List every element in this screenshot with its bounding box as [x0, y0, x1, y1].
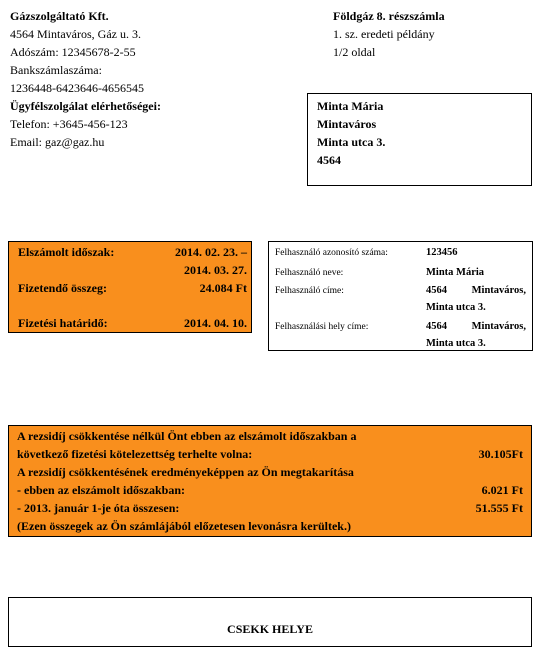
due-date-value: 2014. 04. 10. — [184, 316, 247, 330]
savings-value-without-reduction: 30.105Ft — [478, 447, 523, 461]
customer-address-label: Felhasználó címe: — [275, 286, 344, 296]
recipient-zip: 4564 — [317, 153, 341, 167]
savings-line-6 — [17, 519, 523, 537]
cheque-placeholder-box — [8, 597, 532, 647]
due-date-row — [18, 316, 247, 334]
recipient-city: Mintaváros — [317, 117, 377, 131]
consumption-site-city: Mintaváros, — [471, 321, 526, 332]
savings-line-4 — [17, 483, 523, 501]
billing-summary-box — [8, 241, 252, 333]
savings-value-period: 6.021 Ft — [481, 483, 523, 497]
invoice-copy-note: 1. sz. eredeti példány — [333, 27, 435, 41]
supplier-bank-label: Bankszámlaszáma: — [10, 63, 102, 77]
supplier-name: Gázszolgáltató Kft. — [10, 9, 109, 23]
invoice-title: Földgáz 8. részszámla — [333, 9, 445, 23]
savings-value-total: 51.555 Ft — [475, 501, 523, 515]
recipient-street: Minta utca 3. — [317, 135, 386, 149]
customer-name-value: Minta Mária — [426, 267, 485, 278]
amount-due-row — [18, 281, 247, 299]
customer-service-heading: Ügyfélszolgálat elérhetőségei: — [10, 99, 161, 113]
consumption-site-street: Minta utca 3. — [426, 338, 486, 349]
supplier-email: Email: gaz@gaz.hu — [10, 135, 105, 149]
customer-address-line1 — [426, 285, 526, 296]
cheque-placeholder-label: CSEKK HELYE — [227, 622, 313, 636]
customer-id-label: Felhasználó azonosító száma: — [275, 248, 388, 258]
supplier-address: 4564 Mintaváros, Gáz u. 3. — [10, 27, 141, 41]
billing-period-row — [18, 245, 247, 263]
savings-text-6: (Ezen összegek az Ön számlájából előzetesen levonásra kerültek.) — [17, 519, 351, 533]
customer-id-value: 123456 — [426, 247, 458, 258]
customer-address-city: Mintaváros, — [471, 285, 526, 296]
amount-due-label: Fizetendő összeg: — [18, 281, 107, 295]
supplier-tax-number: Adószám: 12345678-2-55 — [10, 45, 136, 59]
savings-line-3 — [17, 465, 523, 483]
savings-text-5: - 2013. január 1-je óta összesen: — [17, 501, 180, 515]
amount-due-value: 24.084 Ft — [199, 281, 247, 295]
recipient-address-box — [307, 93, 532, 186]
consumption-site-zip: 4564 — [426, 321, 447, 332]
customer-address-zip: 4564 — [426, 285, 447, 296]
supplier-bank-account: 1236448-6423646-4656545 — [10, 81, 144, 95]
customer-address-street: Minta utca 3. — [426, 302, 486, 313]
savings-line-2 — [17, 447, 523, 465]
invoice-page-number: 1/2 oldal — [333, 45, 376, 59]
savings-text-1: A rezsidíj csökkentése nélkül Önt ebben az elszámolt időszakban a — [17, 429, 357, 443]
consumption-site-line1 — [426, 321, 526, 332]
utility-savings-box — [8, 425, 532, 537]
billing-period-from: 2014. 02. 23. – — [175, 245, 247, 259]
billing-period-to: 2014. 03. 27. — [184, 263, 247, 277]
due-date-label: Fizetési határidő: — [18, 316, 108, 330]
consumption-site-label: Felhasználási hely címe: — [275, 322, 369, 332]
savings-text-3: A rezsidíj csökkentésének eredményeképpen az Ön megtakarítása — [17, 465, 354, 479]
customer-name-label: Felhasználó neve: — [275, 268, 344, 278]
customer-details-box — [268, 241, 533, 351]
savings-line-1 — [17, 429, 523, 447]
billing-period-to-row — [18, 263, 247, 281]
billing-period-label: Elszámolt időszak: — [18, 245, 115, 259]
savings-text-2: következő fizetési kötelezettség terhelte volna: — [17, 447, 253, 461]
supplier-phone: Telefon: +3645-456-123 — [10, 117, 128, 131]
savings-text-4: - ebben az elszámolt időszakban: — [17, 483, 185, 497]
recipient-name: Minta Mária — [317, 99, 384, 113]
savings-line-5 — [17, 501, 523, 519]
